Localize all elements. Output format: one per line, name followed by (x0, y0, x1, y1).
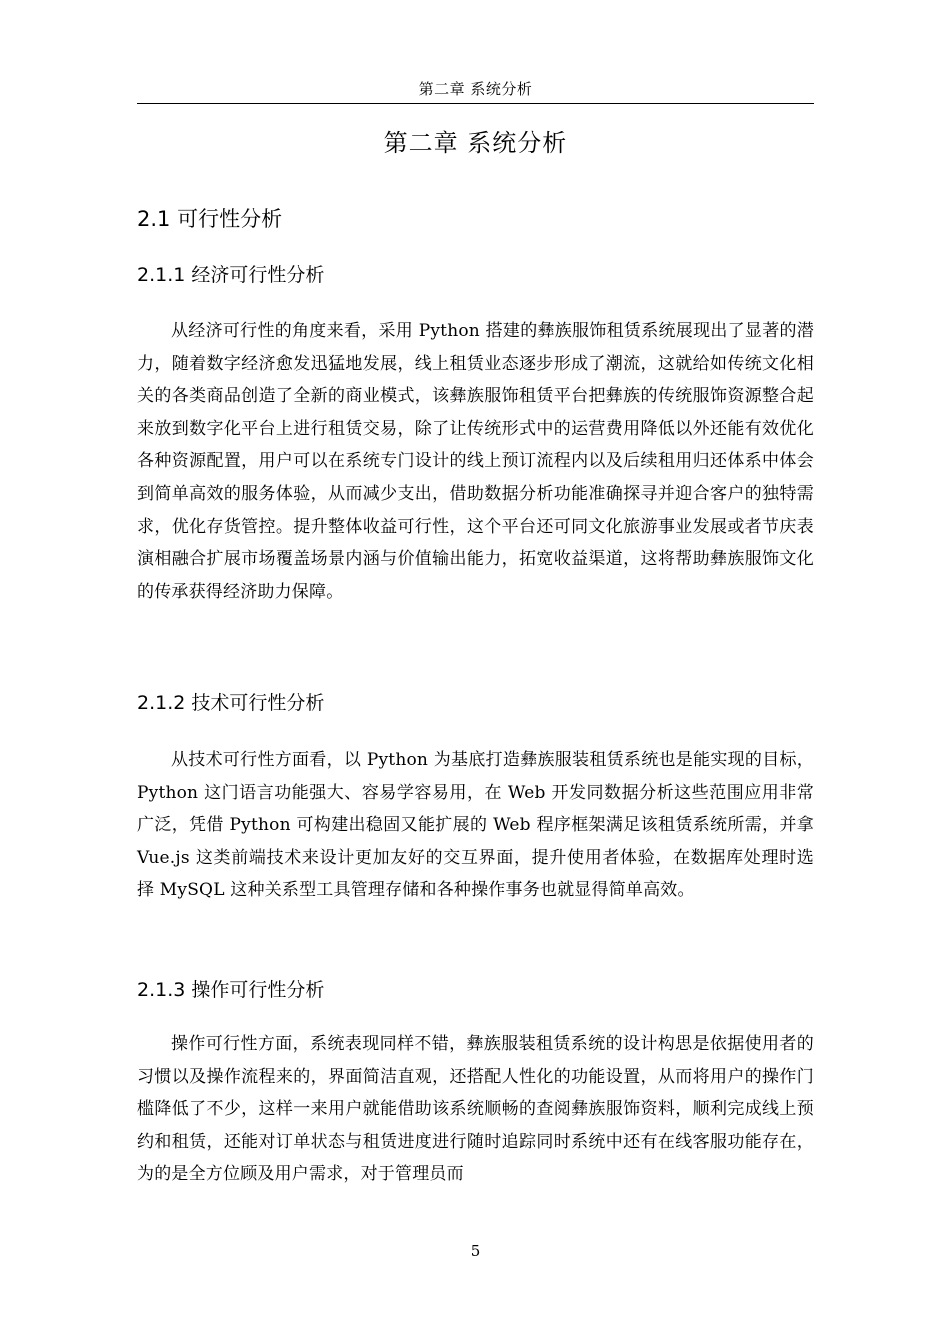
section-heading-2-1: 2.1 可行性分析 (137, 207, 283, 231)
section-heading-2-1-2: 2.1.2 技术可行性分析 (137, 692, 325, 714)
running-header: 第二章 系统分析 (418, 80, 533, 98)
section-heading-2-1-1: 2.1.1 经济可行性分析 (137, 264, 325, 286)
paragraph-operational-feasibility: 操作可行性方面，系统表现同样不错，彝族服装租赁系统的设计构思是依据使用者的习惯以及操作流程来的，界面简洁直观，还搭配人性化的功能设置，从而将用户的操作门槛降低了不少，这样一来用户就能借助该系统顺畅的查阅彝族服饰资料，顺利完成线上预约和租赁，还能对订单状态与租赁进度进行随时追踪同时系统中还有在线客服功能存在，为的是全方位顾及用户需求，对于管理员而 (137, 1034, 814, 1185)
header-rule (137, 103, 814, 104)
chapter-title: 第二章 系统分析 (383, 129, 568, 157)
page-number: 5 (470, 1242, 481, 1260)
paragraph-economic-feasibility: 从经济可行性的角度来看，采用 Python 搭建的彝族服饰租赁系统展现出了显著的潜力，随着数字经济愈发迅猛地发展，线上租赁业态逐步形成了潮流，这就给如传统文化相关的各类商品创造了全新的商业模式，该彝族服饰租赁平台把彝族的传统服饰资源整合起来放到数字化平台上进行租赁交易，除了让传统形式中的运营费用降低以外还能有效优化各种资源配置，用户可以在系统专门设计的线上预订流程内以及后续租用归还体系中体会到简单高效的服务体验，从而减少支出，借助数据分析功能准确探寻并迎合客户的独特需求，优化存货管控。提升整体收益可行性，这个平台还可同文化旅游事业发展或者节庆表演相融合扩展市场覆盖场景内涵与价值输出能力，拓宽收益渠道，这将帮助彝族服饰文化的传承获得经济助力保障。 (137, 321, 814, 602)
section-heading-2-1-3: 2.1.3 操作可行性分析 (137, 979, 325, 1001)
paragraph-technical-feasibility: 从技术可行性方面看，以 Python 为基底打造彝族服装租赁系统也是能实现的目标，Python 这门语言功能强大、容易学容易用，在 Web 开发同数据分析这些范围应用非常广泛，凭借 Python 可构建出稳固又能扩展的 Web 程序框架满足该租赁系统所需，并拿 Vue.js 这类前端技术来设计更加友好的交互界面，提升使用者体验，在数据库处理时选择 MySQL 这种关系型工具管理存储和各种操作事务也就显得简单高效。 (137, 750, 814, 901)
